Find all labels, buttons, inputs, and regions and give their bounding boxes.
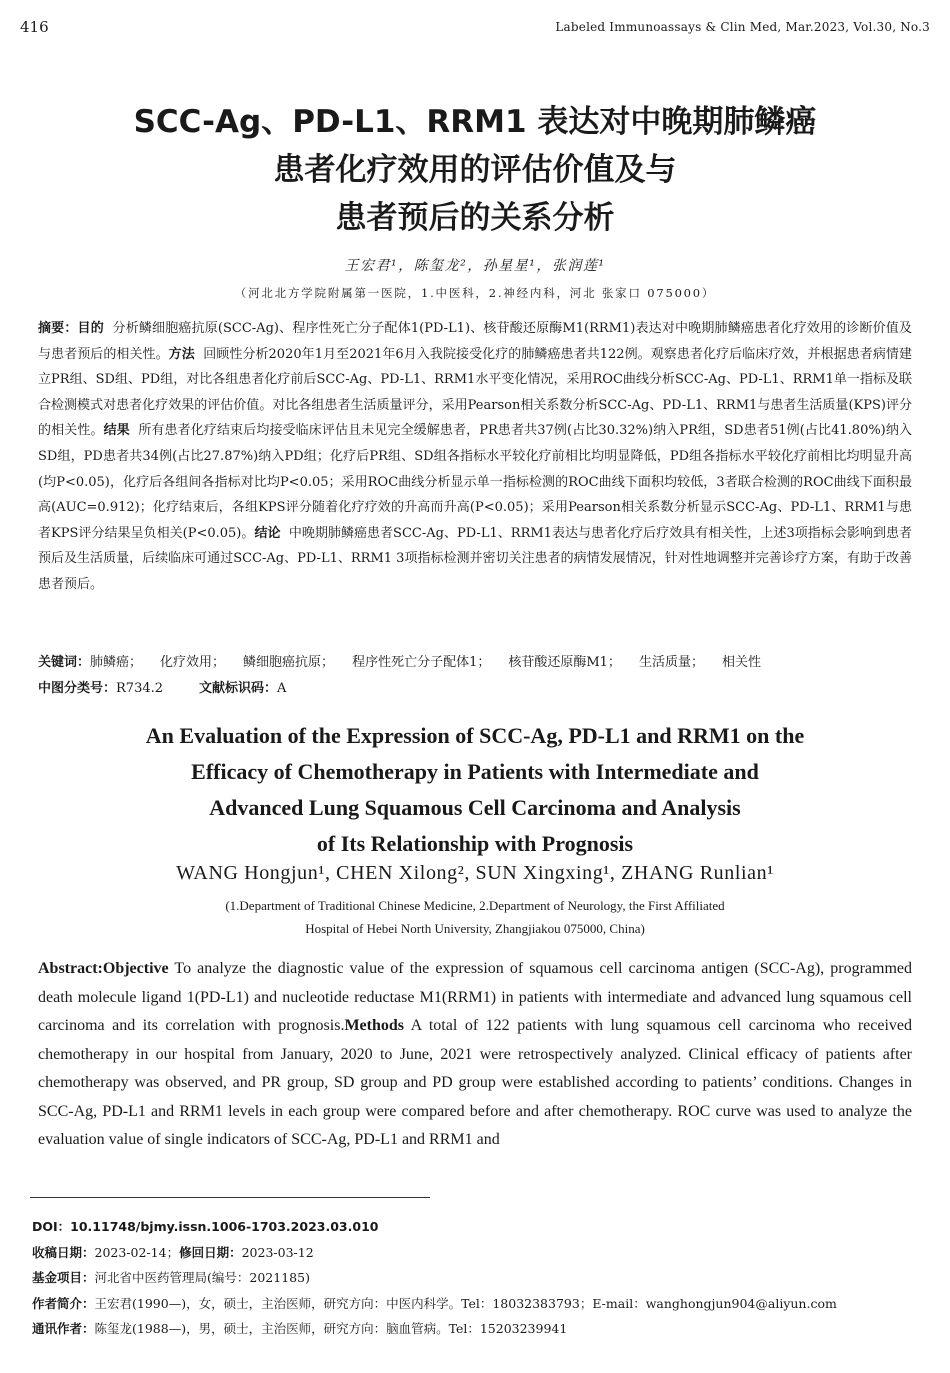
author-bio-label: 作者简介： xyxy=(32,1295,95,1311)
conclusion-text: 中晚期肺鳞癌患者SCC-Ag、PD-L1、RRM1表达与患者化疗后疗效具有相关性，上述3项指标会影响到患者预后及生活质量，后续临床可通过SCC-Ag、PD-L1、RRM1 3项指标检测并密切关注患者的病情发展情况，针对性地调整并完善诊疗方案，有助于改善患者预后。 xyxy=(38,525,912,592)
english-title xyxy=(0,718,950,862)
english-title-line-2: Efficacy of Chemotherapy in Patients with Intermediate and xyxy=(191,759,759,784)
chinese-affiliation: （河北北方学院附属第一医院，1.中医科，2.神经内科，河北 张家口 075000） xyxy=(234,286,716,300)
english-title-line-1: An Evaluation of the Expression of SCC-Ag, PD-L1 and RRM1 on the xyxy=(145,723,805,748)
corresponding-author-line xyxy=(32,1316,932,1342)
dates-line xyxy=(32,1240,932,1266)
keyword: 肺鳞癌； xyxy=(90,655,143,670)
chinese-abstract xyxy=(38,316,912,598)
journal-info: Labeled Immunoassays & Clin Med, Mar.2023, Vol.30, No.3 xyxy=(555,20,930,34)
abstract-label: 摘要： xyxy=(38,321,78,336)
keyword: 鳞细胞癌抗原； xyxy=(243,655,335,670)
author-bio-line xyxy=(32,1291,932,1317)
doc-code-value: A xyxy=(277,681,287,696)
running-header xyxy=(0,18,950,38)
fund-text: 河北省中医药管理局(编号：2021185) xyxy=(94,1270,310,1285)
chinese-title-line-3: 患者预后的关系分析 xyxy=(335,200,615,236)
results-label: 结果 xyxy=(103,423,130,439)
doi: DOI：10.11748/bjmy.issn.1006-1703.2023.03.010 xyxy=(32,1219,379,1234)
keyword: 化疗效用； xyxy=(160,655,226,670)
objective-text: 分析鳞细胞癌抗原(SCC-Ag)、程序性死亡分子配体1(PD-L1)、核苷酸还原酶M1(RRM1)表达对中晚期肺鳞癌患者化疗效用的诊断价值及与患者预后的相关性。 xyxy=(38,321,912,362)
conclusion-label: 结论 xyxy=(254,525,281,541)
methods-text: 回顾性分析2020年1月至2021年6月入我院接受化疗的肺鳞癌患者共122例。观察患者化疗后临床疗效，并根据患者病情建立PR组、SD组、PD组，对比各组患者化疗前后SCC-Ag、PD-L1、RRM1水平变化情况，采用ROC曲线分析SCC-Ag、PD-L1、RRM1单一指标及联合检测模式对患者化疗效果的评估价值。对比各组患者生活质量评分，采用Pearson相关系数分析SCC-Ag、PD-L1、RRM1与患者生活质量(KPS)评分的相关性。 xyxy=(38,346,912,439)
english-authors: WANG Hongjun¹, CHEN Xilong², SUN Xingxing¹, ZHANG Runlian¹ xyxy=(176,862,774,884)
footnotes xyxy=(32,1214,932,1342)
corresponding-author-text: 陈玺龙(1988—)，男，硕士，主治医师，研究方向：脑血管病。Tel：15203239941 xyxy=(94,1321,568,1336)
clc-label: 中图分类号： xyxy=(38,681,117,696)
english-abstract-label: Abstract: xyxy=(38,960,103,977)
received-label: 收稿日期： xyxy=(32,1244,95,1260)
fund-label: 基金项目： xyxy=(32,1270,95,1285)
english-affiliation-line-2: Hospital of Hebei North University, Zhangjiakou 075000, China) xyxy=(305,921,645,936)
revised-date: 2023-03-12 xyxy=(241,1244,314,1260)
english-methods-label: Methods xyxy=(344,1017,405,1034)
chinese-title xyxy=(0,98,950,242)
footnote-divider xyxy=(30,1197,430,1198)
classification xyxy=(38,678,912,700)
chinese-authors: 王宏君¹，陈玺龙²，孙星星¹，张润莲¹ xyxy=(344,258,606,274)
english-title-line-3: Advanced Lung Squamous Cell Carcinoma and Analysis xyxy=(209,795,741,820)
doc-code-label: 文献标识码： xyxy=(199,681,278,696)
results-text: 所有患者化疗结束后均接受临床评估且未见完全缓解患者，PR患者共37例(占比30.32%)纳入PR组，SD患者51例(占比41.80%)纳入SD组，PD患者共34例(占比27.87%)纳入PD组；化疗后PR组、SD组各指标水平较化疗前相比均明显降低，PD组各指标水平较化疗前相比均明显升高(均P<0.05)，化疗后各组间各指标对比均P<0.05；采用ROC曲线分析显示单一指标检测的ROC曲线下面积均较低，3者联合检测的ROC曲线下面积最高(AUC=0.912)；化疗结束后，各组KPS评分随着化疗疗效的升高而升高(P<0.05)；采用Pearson相关系数分析显示SCC-Ag、PD-L1、RRM1与患者KPS评分结果呈负相关(P<0.05)。 xyxy=(38,423,912,541)
author-bio-text: 王宏君(1990—)，女，硕士，主治医师，研究方向：中医内科学。Tel：18032383793；E-mail：wanghongjun904@aliyun.com xyxy=(94,1295,837,1311)
page-number: 416 xyxy=(20,18,49,36)
chinese-title-line-1: SCC-Ag、PD-L1、RRM1 表达对中晚期肺鳞癌 xyxy=(133,104,817,140)
methods-label: 方法 xyxy=(168,346,195,362)
revised-label: 修回日期： xyxy=(179,1244,242,1260)
keywords-label: 关键词： xyxy=(38,655,91,670)
keyword: 相关性 xyxy=(721,655,761,670)
chinese-title-line-2: 患者化疗效用的评估价值及与 xyxy=(273,152,677,188)
english-methods-text: A total of 122 patients with lung squamous cell carcinoma who received chemotherapy in our hospital from January, 2020 to June, 2021 were retrospectively analyzed. Clinical efficacy of patients after chemotherapy was observed, and PR group, SD group and PD group were established according to patients’ conditions. Changes in SCC-Ag, PD-L1 and RRM1 levels in each group were compared before and after chemotherapy. ROC curve was used to analyze the evaluation value of single indicators of SCC-Ag, PD-L1 and RRM1 and xyxy=(38,1017,912,1148)
english-affiliation-line-1: (1.Department of Traditional Chinese Medicine, 2.Department of Neurology, the First Affiliated xyxy=(225,898,725,913)
keyword: 核苷酸还原酶M1； xyxy=(508,655,621,670)
received-date: 2023-02-14； xyxy=(94,1244,180,1260)
keyword: 程序性死亡分子配体1； xyxy=(352,655,491,670)
english-title-line-4: of Its Relationship with Prognosis xyxy=(316,831,634,856)
fund-line xyxy=(32,1265,932,1291)
clc-value: R734.2 xyxy=(116,681,164,696)
objective-label: 目的 xyxy=(77,321,104,336)
keywords xyxy=(38,652,912,674)
corresponding-author-label: 通讯作者： xyxy=(32,1321,95,1336)
english-objective-text: To analyze the diagnostic value of the expression of squamous cell carcinoma antigen (SCC-Ag), programmed death molecule ligand 1(PD-L1) and nucleotide reductase M1(RRM1) in patients with intermediate and advanced lung squamous cell carcinoma and its correlation with prognosis. xyxy=(38,960,912,1034)
keyword: 生活质量； xyxy=(638,655,704,670)
english-objective-label: Objective xyxy=(102,960,169,977)
english-abstract xyxy=(38,955,912,1155)
